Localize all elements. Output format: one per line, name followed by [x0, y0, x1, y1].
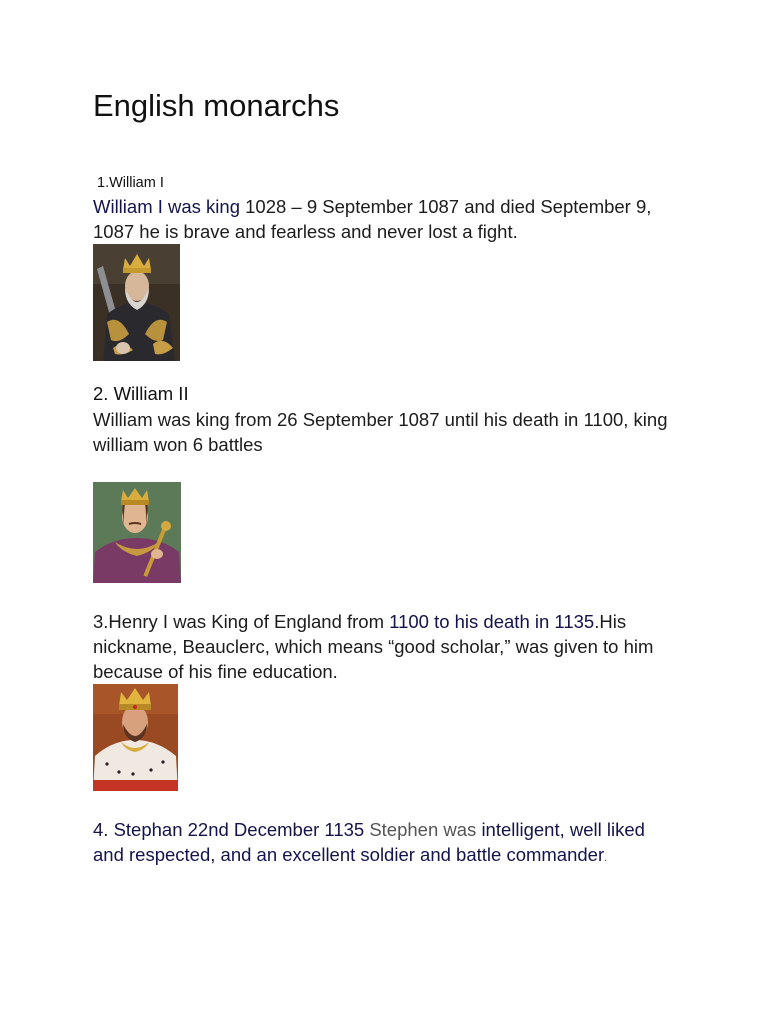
section-4-text-name: Stephen was	[369, 819, 482, 840]
section-2-text: William was king from 26 September 1087 until his death in 1100, king william won 6 battles	[93, 409, 668, 455]
section-3-text-dates: 1100 to his death in 1135	[389, 611, 595, 632]
section-1-text-lead: William I was king	[93, 196, 240, 217]
section-4-text-body: intelligent, well liked and respected, and an excellent soldier and battle commander	[93, 819, 645, 865]
henry-i-portrait	[93, 684, 178, 791]
section-4-text	[93, 817, 673, 871]
section-1-subheading: 1.William I	[97, 175, 164, 191]
section-4-text-period: .	[604, 852, 608, 864]
william-i-portrait	[93, 244, 180, 361]
section-2-heading: 2. William II	[93, 383, 189, 404]
section-4-text-lead: 4. Stephan 22nd December 1135	[93, 819, 370, 840]
section-3-text-lead: 3.Henry I was King of England from	[93, 611, 390, 632]
william-ii-portrait	[93, 482, 181, 583]
page-title: English monarchs	[93, 88, 340, 123]
section-1-text	[93, 194, 693, 244]
section-3-text	[93, 609, 683, 684]
section-1-text-body: 1028 – 9 September 1087 and died September 9, 1087 he is brave and fearless and never lost a fight.	[93, 196, 652, 242]
section-3-text-body: .His nickname, Beauclerc, which means “good scholar,” was given to him because of his fine education.	[93, 611, 654, 682]
